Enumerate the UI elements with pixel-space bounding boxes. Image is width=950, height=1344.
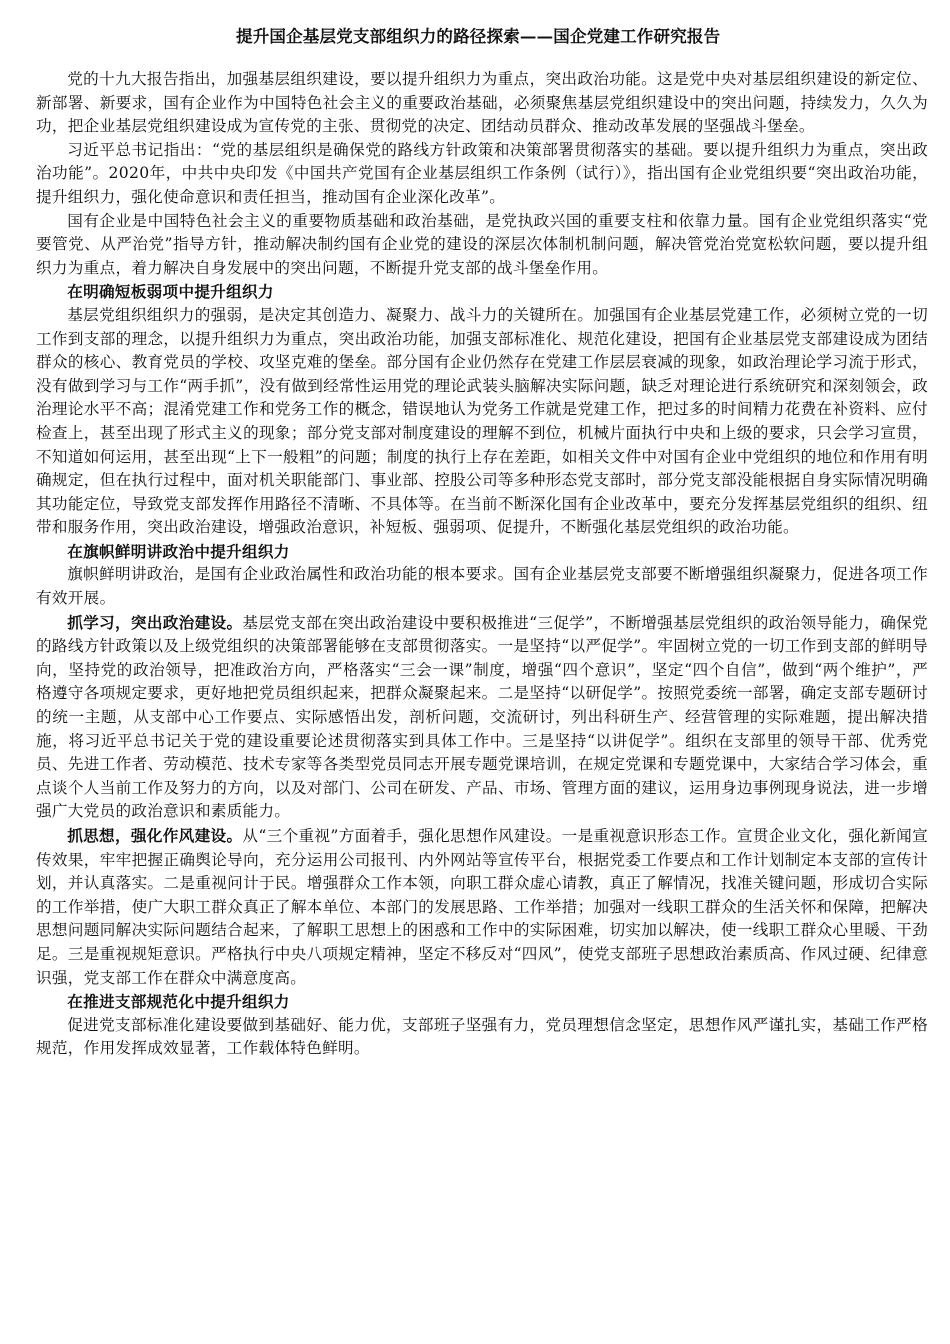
item-2-text: 从“三个重视”方面着手，强化思想作风建设。一是重视意识形态工作。宣贯企业文化，强化新闻宣传效果，牢牢把握正确舆论导向，充分运用公司报刊、内外网站等宣传平台，根据党委工作要点和工作计划制定本支部的宣传计划，并认真落实。二是重视问计于民。增强群众工作本领，向职工群众虚心请教，真正了解情况，找准关键问题，形成切合实际的工作举措，使广大职工群众真正了解本单位、本部门的发展思路、工作举措；加强对一线职工群众的生活关怀和保障，把解决思想问题同解决实际问题结合起来，了解职工思想上的困惑和工作中的实际困难，切实加以解决，使一线职工群众心里暖、干劲足。三是重视规矩意识。严格执行中央八项规定精神，坚定不移反对“四风”，使党支部班子思想政治素质高、作风过硬、纪律意识强，党支部工作在群众中满意度高。 — [36, 827, 928, 987]
section-2-intro-paragraph: 旗帜鲜明讲政治，是国有企业政治属性和政治功能的根本要求。国有企业基层党支部要不断增强组织凝聚力，促进各项工作有效开展。 — [36, 565, 928, 608]
intro-paragraph-2: 习近平总书记指出：“党的基层组织是确保党的路线方针政策和决策部署贯彻落实的基础。要以提升组织力为重点，突出政治功能”。2020年，中共中央印发《中国共产党国有企业基层组织工作条例（试行）》，指出国有企业党组织要“突出政治功能，提升组织力，强化使命意识和责任担当，推动国有企业深化改革”。 — [36, 140, 928, 206]
intro-paragraph-3: 国有企业是中国特色社会主义的重要物质基础和政治基础，是党执政兴国的重要支柱和依靠力量。国有企业党组织落实“党要管党、从严治党”指导方针，推动解决制约国有企业党的建设的深层次体制机制问题，解决管党治党宽松软问题，要以提升组织力为重点，着力解决自身发展中的突出问题，不断提升党支部的战斗堡垒作用。 — [36, 211, 928, 277]
section-heading-3: 在推进支部规范化中提升组织力 — [67, 992, 290, 1012]
section-heading-2: 在旗帜鲜明讲政治中提升组织力 — [67, 541, 290, 561]
section-2-item-2-paragraph — [36, 824, 928, 990]
item-1-text: 基层党支部在突出政治建设中要积极推进“三促学”，不断增强基层党组织的政治领导能力，确保党的路线方针政策以及上级党组织的决策部署能够在支部贯彻落实。一是坚持“以严促学”。牢固树立党的一切工作到支部的鲜明导向，坚持党的政治领导，把准政治方向，严格落实“三会一课”制度，增强“四个意识”，坚定“四个自信”，做到“两个维护”，严格遵守各项规定要求，更好地把党员组织起来，把群众凝聚起来。二是坚持“以研促学”。按照党委统一部署，确定支部专题研讨的统一主题，从支部中心工作要点、实际感悟出发，剖析问题，交流研讨，列出科研生产、经营管理的实际难题，提出解决措施，将习近平总书记关于党的建设重要论述贯彻落实到具体工作中。三是坚持“以讲促学”。组织在支部里的领导干部、优秀党员、先进工作者、劳动模范、技术专家等各类型党员同志开展专题党课培训，在规定党课和专题党课中，大家结合学习体会，重点谈个人当前工作及努力的方向，以及对部门、公司在研发、产品、市场、管理方面的建议，运用身边事例现身说法，进一步增强广大党员的政治意识和素质能力。 — [36, 613, 928, 821]
section-heading-1: 在明确短板弱项中提升组织力 — [67, 282, 274, 302]
document-title: 提升国企基层党支部组织力的路径探索——国企党建工作研究报告 — [236, 27, 721, 46]
section-2-item-1-paragraph — [36, 611, 928, 824]
item-1-lead: 抓学习，突出政治建设。 — [67, 612, 243, 632]
intro-paragraph-1: 党的十九大报告指出，加强基层组织建设，要以提升组织力为重点，突出政治功能。这是党中央对基层组织建设的新定位、新部署、新要求，国有企业作为中国特色社会主义的重要政治基础，必须聚焦基层党组织建设中的突出问题，持续发力，久久为功，把企业基层党组织建设成为宣传党的主张、贯彻党的决定、团结动员群众、推动改革发展的坚强战斗堡垒。 — [36, 70, 928, 136]
section-1-paragraph: 基层党组织组织力的强弱，是决定其创造力、凝聚力、战斗力的关键所在。加强国有企业基层党建工作，必须树立党的一切工作到支部的理念，以提升组织力为重点，突出政治功能，加强支部标准化、规范化建设，把国有企业基层党支部建设成为团结群众的核心、教育党员的学校、攻坚克难的堡垒。部分国有企业仍然存在党建工作层层衰减的现象，如政治理论学习流于形式，没有做到学习与工作“两手抓”，没有做到经常性运用党的理论武装头脑解决实际问题，缺乏对理论进行系统研究和深刻领会，政治理论水平不高；混淆党建工作和党务工作的概念，错误地认为党务工作就是党建工作，把过多的时间精力花费在补资料、应付检查上，甚至出现了形式主义的现象；部分党支部对制度建设的理解不到位，机械片面执行中央和上级的要求，只会学习宣贯，不知道如何运用，甚至出现“上下一般粗”的问题；制度的执行上存在差距，如相关文件中对国有企业中党组织的地位和作用有明确规定，但在执行过程中，面对机关职能部门、事业部、控股公司等多种形态党支部时，部分党支部没能根据自身实际情况明确其功能定位，导致党支部发挥作用路径不清晰、不具体等。在当前不断深化国有企业改革中，要充分发挥基层党组织的组织、纽带和服务作用，突出政治建设，增强政治意识，补短板、强弱项、促提升，不断强化基层党组织的政治功能。 — [36, 305, 928, 537]
item-2-lead: 抓思想，强化作风建设。 — [67, 826, 243, 845]
section-3-paragraph: 促进党支部标准化建设要做到基础好、能力优，支部班子坚强有力，党员理想信念坚定，思想作风严谨扎实，基础工作严格规范，作用发挥成效显著，工作载体特色鲜明。 — [36, 1015, 928, 1058]
